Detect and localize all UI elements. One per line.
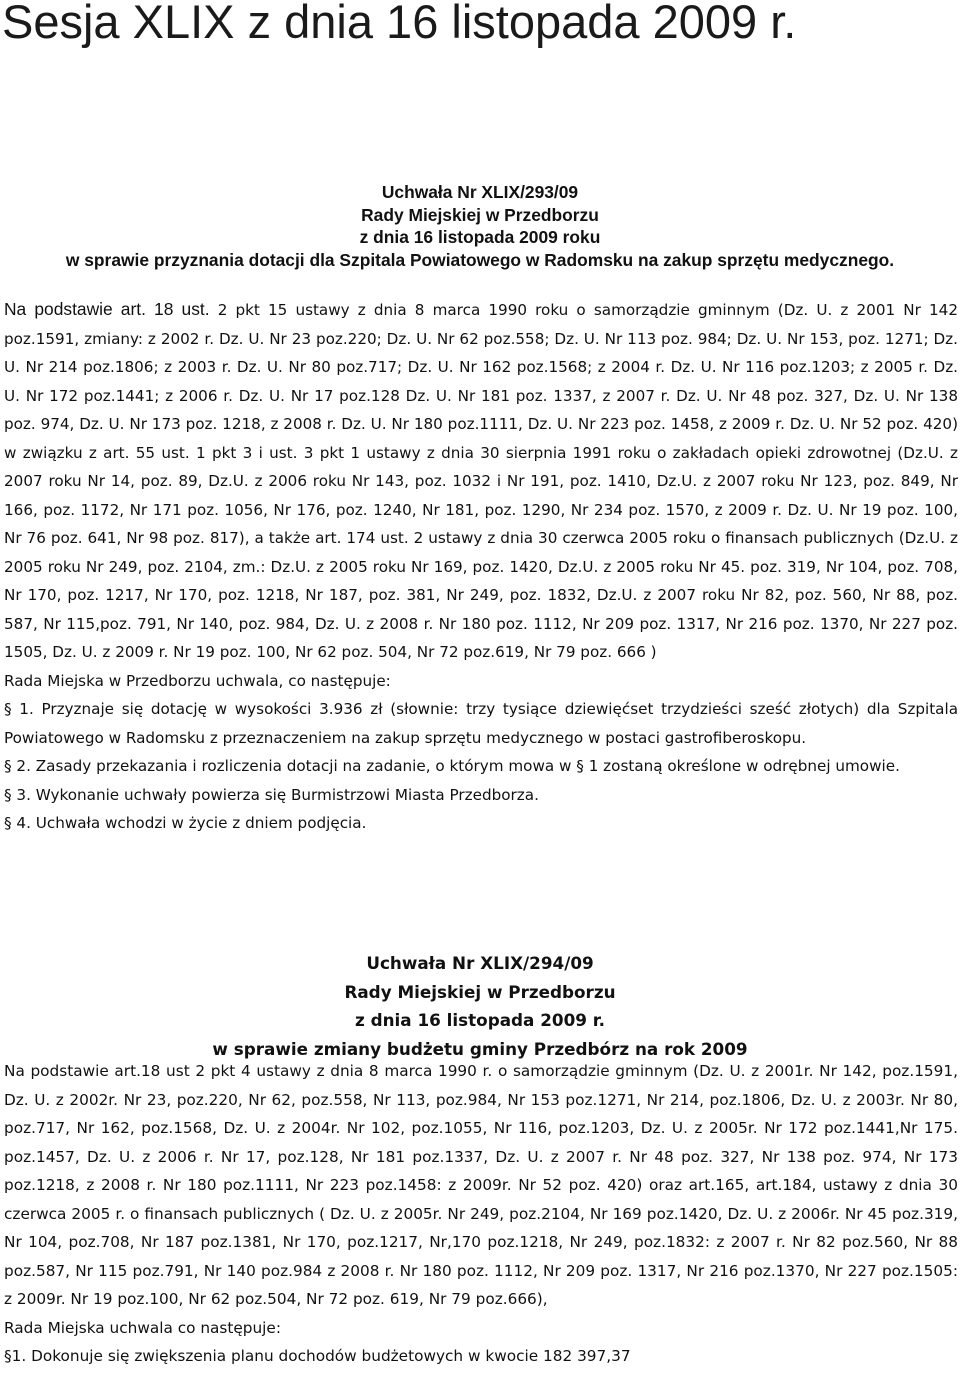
resolution-2-subject: w sprawie zmiany budżetu gminy Przedbórz na rok 2009 [212, 1038, 748, 1059]
resolution-2-enacting-clause: Rada Miejska uchwala co następuje: [4, 1318, 281, 1337]
resolution-1-preamble-intro: Na podstawie art. 18 ust. [4, 299, 210, 319]
page-title: Sesja XLIX z dnia 16 listopada 2009 r. [2, 0, 797, 48]
resolution-2-date: z dnia 16 listopada 2009 r. [354, 1010, 606, 1030]
resolution-1-header [0, 181, 960, 271]
resolution-2-preamble: Na podstawie art.18 ust 2 pkt 4 ustawy z dnia 8 marca 1990 r. o samorządzie gminnym (Dz. U. z 2001r. Nr 142, poz.1591, Dz. U. z 2002r. Nr 23, poz.220, Nr 62, poz.558, Nr 113, poz.984, Nr 153 poz.1271, Nr 214, poz.1806, Dz. U. z 2003r. Nr 80, poz.717, Nr 162, poz.1568, Dz. U. z 2004r. Nr 102, poz.1055, Nr 116, poz.1203, Dz. U. z 2005r. Nr 172 poz.1441,Nr 175. poz.1457, Dz. U. z 2006 r. Nr 17, poz.128, Nr 181 poz.1337, Dz. U. z 2007 r. Nr 48 poz. 327, Nr 138 poz. 974, Nr 173 poz.1218, z 2008 r. Nr 180 poz.1111, Nr 223 poz.1458: z 2009r. Nr 52 poz. 420) oraz art.165, art.184, ustawy z dnia 30 czerwca 2005 r. o finansach publicznych ( Dz. U. z 2005r. Nr 249, poz.2104, Nr 169 poz.1420, Dz. U. z 2006r. Nr 45 poz.319, Nr 104, poz.708, Nr 187 poz.1381, Nr 170, poz.1217, Nr,170 poz.1218, Nr 249, poz.1832: z 2007 r. Nr 82 poz.560, Nr 88 poz.587, Nr 115 poz.791, Nr 140 poz.984 z 2008 r. Nr 180 poz. 1112, Nr 209 poz. 1317, Nr 216 poz.1370, Nr 227 poz.1505: z 2009r. Nr 19 poz.100, Nr 62 poz.504, Nr 72 poz. 619, Nr 79 poz.666), [4, 1062, 958, 1308]
resolution-2-body [4, 1057, 958, 1371]
resolution-1-date: z dnia 16 listopada 2009 roku [359, 227, 601, 247]
resolution-1-enacting-clause: Rada Miejska w Przedborzu uchwala, co następuje: [4, 671, 391, 690]
resolution-2-paragraph-1: §1. Dokonuje się zwiększenia planu dochodów budżetowych w kwocie 182 397,37 [4, 1347, 631, 1365]
resolution-1-body [4, 295, 958, 838]
resolution-2-issuing-body: Rady Miejskiej w Przedborzu [344, 981, 616, 1002]
resolution-1-preamble [4, 295, 958, 667]
resolution-1-number: Uchwała Nr XLIX/293/09 [381, 182, 579, 202]
resolution-1-issuing-body: Rady Miejskiej w Przedborzu [361, 204, 599, 225]
resolution-1-paragraph-1: § 1. Przyznaje się dotację w wysokości 3.936 zł (słownie: trzy tysiące dziewięćset trzydzieści sześć złotych) dla Szpitala Powiatowego w Radomsku z przeznaczeniem na zakup sprzętu medycznego w postaci gastrofiberoskopu. [4, 700, 958, 747]
resolution-1-paragraph-4: § 4. Uchwała wchodzi w życie z dniem podjęcia. [4, 814, 367, 832]
resolution-2-header [0, 949, 960, 1063]
resolution-1-paragraph-2: § 2. Zasady przekazania i rozliczenia dotacji na zadanie, o którym mowa w § 1 zostaną określone w odrębnej umowie. [4, 757, 900, 775]
resolution-2-number: Uchwała Nr XLIX/294/09 [366, 953, 594, 973]
resolution-1-preamble-text: 2 pkt 15 ustawy z dnia 8 marca 1990 roku o samorządzie gminnym (Dz. U. z 2001 Nr 142 poz.1591, zmiany: z 2002 r. Dz. U. Nr 23 poz.220; Dz. U. Nr 62 poz.558; Dz. U. Nr 113 poz. 984; Dz. U. Nr 153, poz. 1271; Dz. U. Nr 214 poz.1806; z 2003 r. Dz. U. Nr 80 poz.717; Dz. U. Nr 162 poz.1568; z 2004 r. Dz. U. Nr 116 poz.1203; z 2005 r. Dz. U. Nr 172 poz.1441; z 2006 r. Dz. U. Nr 17 poz.128 Dz. U. Nr 181 poz. 1337, z 2007 r. Dz. U. Nr 48 poz. 327, Dz. U. Nr 138 poz. 974, Dz. U. Nr 173 poz. 1218, z 2008 r. Dz. U. Nr 180 poz.1111, Dz. U. Nr 223 poz. 1458, z 2009 r. Dz. U. Nr 52 poz. 420) w związku z art. 55 ust. 1 pkt 3 i ust. 3 pkt 1 ustawy z dnia 30 sierpnia 1991 roku o zakładach opieki zdrowotnej (Dz.U. z 2007 roku Nr 14, poz. 89, Dz.U. z 2006 roku Nr 143, poz. 1032 i Nr 191, poz. 1410, Dz.U. z 2007 roku Nr 123, poz. 849, Nr 166, poz. 1172, Nr 171 poz. 1056, Nr 176, poz. 1240, Nr 181, poz. 1290, Nr 234 poz. 1570, z 2009 r. Dz. U. Nr 19 poz. 100, Nr 76 poz. 641, Nr 98 poz. 817), a także art. 174 ust. 2 ustawy z dnia 30 czerwca 2005 roku o finansach publicznych (Dz.U. z 2005 roku Nr 249, poz. 2104, zm.: Dz.U. z 2005 roku Nr 169, poz. 1420, Dz.U. z 2005 roku Nr 45. poz. 319, Nr 104, poz. 708, Nr 170, poz. 1217, Nr 170, poz. 1218, Nr 187, poz. 381, Nr 249, poz. 1832, Dz.U. z 2007 roku Nr 82, poz. 560, Nr 88, poz. 587, Nr 115,poz. 791, Nr 140, poz. 984, Dz. U. z 2008 r. Nr 180 poz. 1112, Nr 209 poz. 1317, Nr 216 poz. 1370, Nr 227 poz. 1505, Dz. U. z 2009 r. Nr 19 poz. 100, Nr 62 poz. 504, Nr 72 poz.619, Nr 79 poz. 666 ) [4, 301, 958, 661]
resolution-1-subject: w sprawie przyznania dotacji dla Szpitala Powiatowego w Radomsku na zakup sprzętu medycznego. [65, 249, 895, 270]
resolution-1-paragraph-3: § 3. Wykonanie uchwały powierza się Burmistrzowi Miasta Przedborza. [4, 785, 539, 804]
